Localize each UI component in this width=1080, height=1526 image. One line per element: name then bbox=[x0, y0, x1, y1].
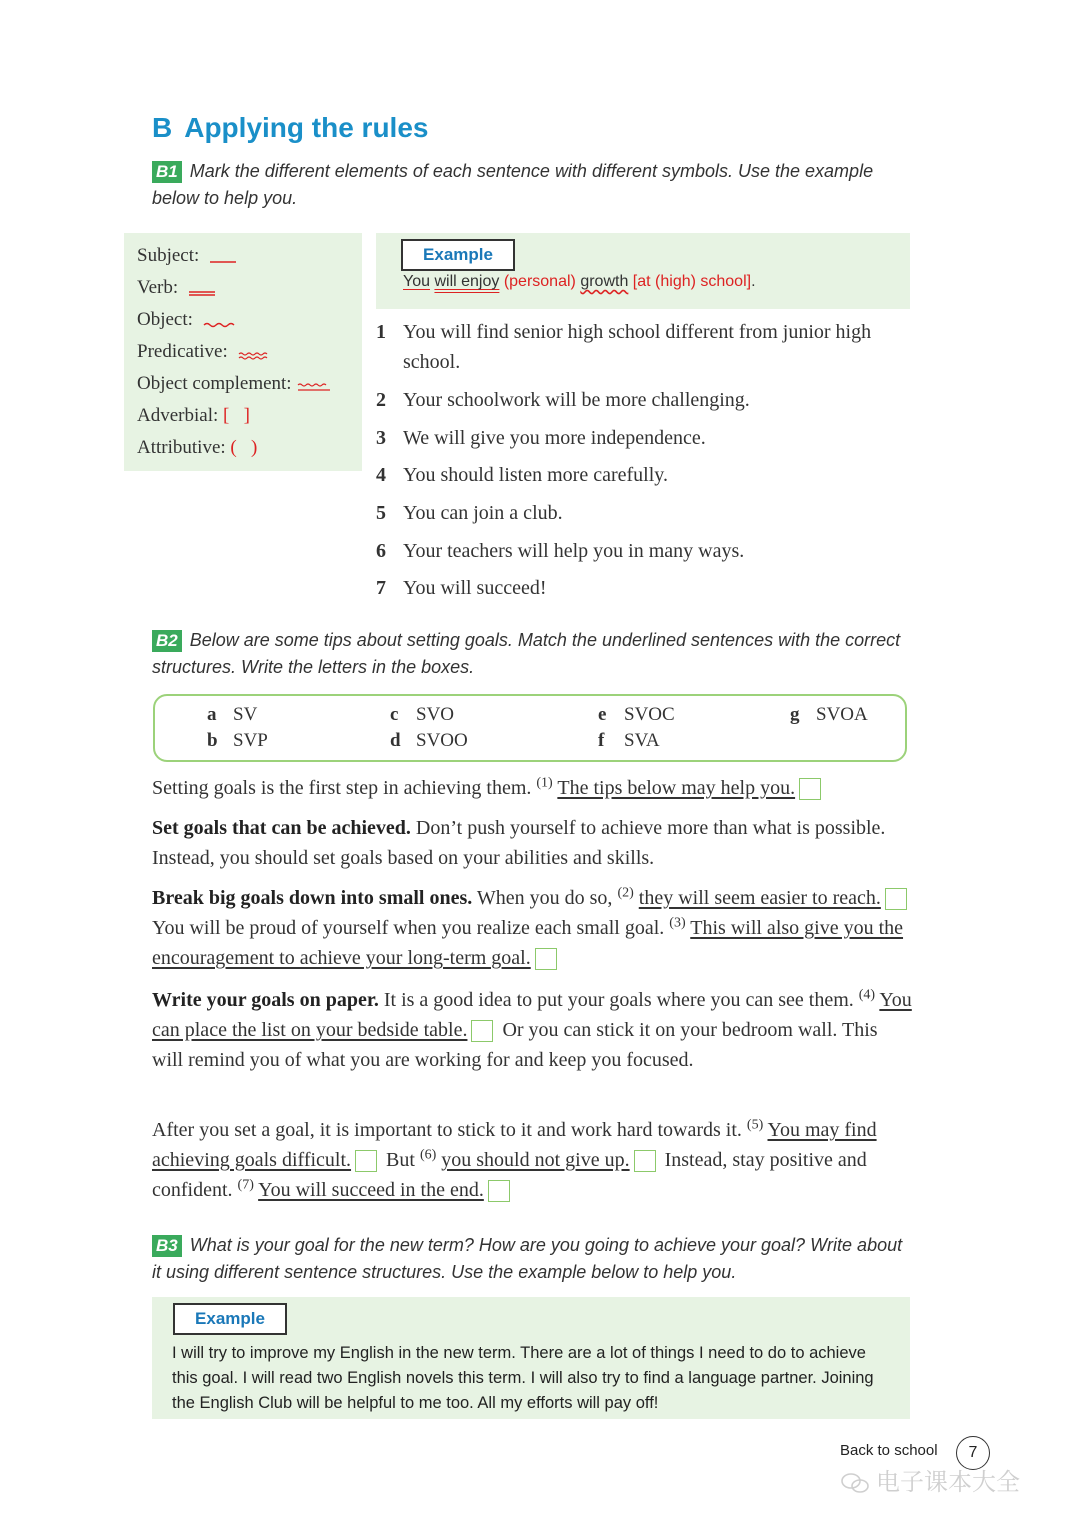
b1-instruction-text: Mark the different elements of each sentence with different symbols. Use the example below to help you. bbox=[152, 161, 874, 208]
sentence-number: 1 bbox=[376, 321, 386, 343]
legend-adverbial bbox=[137, 405, 250, 427]
sentence-number: 3 bbox=[376, 427, 386, 449]
example-label: Example bbox=[401, 239, 515, 271]
example-verb: will enjoy bbox=[434, 273, 500, 290]
b2-paragraph-4 bbox=[152, 985, 912, 1075]
example-adverbial-open: [at bbox=[632, 273, 656, 290]
tip-heading: Write your goals on paper. bbox=[152, 989, 379, 1011]
section-letter: B bbox=[152, 112, 173, 143]
b3-badge: B3 bbox=[152, 1235, 182, 1257]
structure-value: SVOO bbox=[416, 730, 468, 751]
structure-key: f bbox=[598, 730, 605, 751]
item-number: (5) bbox=[746, 1117, 764, 1133]
structure-value: SVA bbox=[624, 730, 660, 751]
page-number: 7 bbox=[956, 1436, 990, 1470]
structure-option bbox=[390, 730, 468, 752]
b1-example bbox=[376, 233, 910, 309]
section-title bbox=[152, 112, 428, 144]
answer-box[interactable] bbox=[471, 1020, 493, 1042]
legend-label: Predicative: bbox=[137, 341, 228, 362]
item-number: (4) bbox=[858, 987, 876, 1003]
answer-box[interactable] bbox=[355, 1150, 377, 1172]
sentence-number: 4 bbox=[376, 464, 386, 486]
paragraph-text: Or you can stick it on your bedroom wall. This will remind you of what you are working for and keep you focused. bbox=[152, 1019, 878, 1071]
sentence-number: 2 bbox=[376, 389, 386, 411]
watermark-text: 电子课本大全 bbox=[876, 1468, 1020, 1496]
item-number: (6) bbox=[419, 1147, 437, 1163]
footer-label: Back to school bbox=[840, 1442, 938, 1459]
item-number: (3) bbox=[669, 915, 686, 931]
b2-badge: B2 bbox=[152, 630, 182, 652]
watermark bbox=[840, 1462, 1020, 1497]
structure-key: g bbox=[790, 704, 800, 725]
underlined-sentence: You may find achieving goals difficult. bbox=[152, 1119, 877, 1171]
example-text: I will try to improve my English in the new term. There are a lot of things I need to do to achieve this goal. I will read two English novels this term. I will also try to find a language partner. Joining the English Club will be helpful to me too. All my efforts will pay off! bbox=[172, 1344, 874, 1412]
example-attributive-2: (high) bbox=[655, 273, 696, 290]
paragraph-text: Don’t push yourself to achieve more than what is possible. Instead, you should set goals based on your abilities and skills. bbox=[152, 817, 886, 869]
legend-object-complement bbox=[137, 373, 332, 395]
structures-box bbox=[153, 694, 907, 762]
example-sentence bbox=[403, 273, 756, 291]
legend-label: Object complement: bbox=[137, 373, 292, 394]
example-object: growth bbox=[580, 273, 629, 290]
underlined-sentence: This will also give you the encouragement to achieve your long-term goal. bbox=[152, 917, 904, 969]
example-subject: You bbox=[403, 273, 430, 290]
section-title-text: Applying the rules bbox=[184, 112, 429, 143]
legend-label: Object: bbox=[137, 309, 193, 330]
answer-box[interactable] bbox=[634, 1150, 656, 1172]
structure-option bbox=[598, 704, 675, 726]
underlined-sentence: they will seem easier to reach. bbox=[638, 887, 881, 909]
sentence-text: Your teachers will help you in many ways. bbox=[403, 540, 745, 562]
structure-value: SVO bbox=[416, 704, 455, 725]
structure-key: b bbox=[207, 730, 218, 751]
symbol-legend bbox=[124, 233, 362, 471]
legend-label: Verb: bbox=[137, 277, 179, 298]
legend-verb bbox=[137, 277, 217, 299]
tip-heading: Set goals that can be achieved. bbox=[152, 817, 411, 839]
b1-sentence bbox=[376, 498, 903, 528]
paragraph-text: But bbox=[381, 1149, 420, 1171]
b2-instruction-text: Below are some tips about setting goals. Match the underlined sentences with the correct structures. Write the letters in the boxes. bbox=[152, 630, 901, 677]
wechat-icon bbox=[840, 1472, 870, 1494]
structure-option bbox=[390, 704, 454, 726]
paragraph-text: After you set a goal, it is important to stick to it and work hard towards it. bbox=[152, 1119, 747, 1141]
legend-subject bbox=[137, 245, 238, 267]
paragraph-text: Instead, stay positive and confident. bbox=[152, 1149, 867, 1201]
underlined-sentence: You will succeed in the end. bbox=[258, 1179, 484, 1201]
tip-heading: Break big goals down into small ones. bbox=[152, 887, 473, 909]
sentence-number: 7 bbox=[376, 577, 386, 599]
sentence-text: You will succeed! bbox=[403, 577, 547, 599]
sentence-text: You can join a club. bbox=[403, 502, 563, 524]
legend-attributive bbox=[137, 437, 257, 459]
double-underline-icon bbox=[187, 281, 217, 297]
answer-box[interactable] bbox=[885, 888, 907, 910]
example-end: . bbox=[751, 273, 756, 290]
structure-value: SV bbox=[233, 704, 258, 725]
paragraph-text: You will be proud of yourself when you realize each small goal. bbox=[152, 917, 670, 939]
b2-paragraph-1 bbox=[152, 773, 912, 803]
example-adverbial-close: school] bbox=[695, 273, 752, 290]
structure-value: SVP bbox=[233, 730, 268, 751]
paragraph-text: Setting goals is the first step in achieving them. bbox=[152, 777, 537, 799]
answer-box[interactable] bbox=[535, 948, 557, 970]
wavy-over-line-icon bbox=[296, 377, 332, 393]
structure-value: SVOC bbox=[624, 704, 675, 725]
double-wavy-underline-icon bbox=[237, 345, 273, 361]
underlined-sentence: You can place the list on your bedside table. bbox=[152, 989, 912, 1041]
structure-option bbox=[207, 704, 257, 726]
b2-paragraph-2 bbox=[152, 813, 912, 873]
paragraph-text: It is a good idea to put your goals where you can see them. bbox=[378, 989, 859, 1011]
b3-instruction bbox=[152, 1232, 912, 1286]
b1-sentence bbox=[376, 460, 903, 490]
structure-key: d bbox=[390, 730, 401, 751]
sentence-text: Your schoolwork will be more challenging. bbox=[403, 389, 750, 411]
sentence-number: 6 bbox=[376, 540, 386, 562]
b1-instruction bbox=[152, 158, 892, 212]
b1-sentence bbox=[376, 423, 903, 453]
b2-instruction bbox=[152, 627, 912, 681]
sentence-number: 5 bbox=[376, 502, 386, 524]
structure-option bbox=[790, 704, 868, 726]
legend-label: Adverbial: bbox=[137, 405, 219, 426]
answer-box[interactable] bbox=[488, 1180, 510, 1202]
legend-object bbox=[137, 309, 238, 331]
b3-example bbox=[152, 1297, 910, 1419]
sentence-text: You should listen more carefully. bbox=[403, 464, 668, 486]
b1-sentence bbox=[376, 573, 903, 603]
single-underline-icon bbox=[208, 249, 238, 265]
structure-option bbox=[207, 730, 268, 752]
structure-option bbox=[598, 730, 660, 752]
b3-instruction-text: What is your goal for the new term? How are you going to achieve your goal? Write about it using different sentence structures. Use the example below to help you. bbox=[152, 1235, 903, 1282]
structure-key: e bbox=[598, 704, 607, 725]
b1-sentence bbox=[376, 385, 903, 415]
structure-key: a bbox=[207, 704, 217, 725]
answer-box[interactable] bbox=[799, 778, 821, 800]
legend-label: Subject: bbox=[137, 245, 200, 266]
b1-sentence bbox=[376, 536, 903, 566]
sentence-text: We will give you more independence. bbox=[403, 427, 706, 449]
wavy-underline-icon bbox=[202, 313, 238, 329]
legend-label: Attributive: bbox=[137, 437, 226, 458]
b1-sentence bbox=[376, 317, 903, 377]
example-attributive: (personal) bbox=[503, 273, 576, 290]
b2-paragraph-5 bbox=[152, 1115, 912, 1205]
structure-value: SVOA bbox=[816, 704, 868, 725]
underlined-sentence: you should not give up. bbox=[441, 1149, 630, 1171]
underlined-sentence: The tips below may help you. bbox=[557, 777, 796, 799]
b2-paragraph-3 bbox=[152, 883, 912, 973]
parenthesis-symbol: ( ) bbox=[230, 437, 258, 458]
structure-key: c bbox=[390, 704, 399, 725]
sentence-text: You will find senior high school different from junior high school. bbox=[403, 321, 872, 373]
item-number: (1) bbox=[536, 775, 553, 791]
paragraph-text: When you do so, bbox=[472, 887, 618, 909]
bracket-symbol: [ ] bbox=[223, 405, 250, 426]
example-label: Example bbox=[173, 1303, 287, 1335]
item-number: (7) bbox=[237, 1177, 254, 1193]
legend-predicative bbox=[137, 341, 273, 363]
item-number: (2) bbox=[617, 885, 634, 901]
b1-badge: B1 bbox=[152, 161, 182, 183]
